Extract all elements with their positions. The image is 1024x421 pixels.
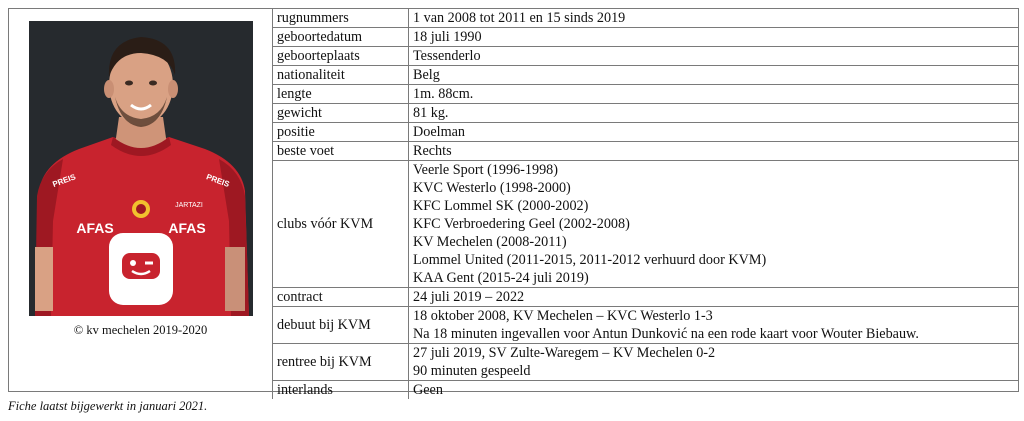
info-label: rugnummers bbox=[273, 9, 409, 28]
info-row bbox=[273, 142, 1019, 161]
info-value bbox=[409, 142, 1019, 161]
info-value-line: Tessenderlo bbox=[413, 48, 481, 64]
sleeve-text-left: PREIS bbox=[51, 172, 77, 189]
player-photo-illustration bbox=[29, 21, 253, 316]
sleeve-text-right: PREIS bbox=[205, 172, 231, 189]
info-value-line: KAA Gent (2015-24 juli 2019) bbox=[413, 270, 589, 286]
info-value bbox=[409, 381, 1019, 400]
info-value-line: Veerle Sport (1996-1998) bbox=[413, 162, 558, 178]
info-value-line: KV Mechelen (2008-2011) bbox=[413, 234, 567, 250]
info-row bbox=[273, 288, 1019, 307]
info-value bbox=[409, 104, 1019, 123]
info-label: clubs vóór KVM bbox=[273, 161, 409, 288]
info-label: contract bbox=[273, 288, 409, 307]
info-value-line: 24 juli 2019 – 2022 bbox=[413, 289, 525, 305]
info-value-line: 81 kg. bbox=[413, 105, 449, 121]
info-row bbox=[273, 9, 1019, 28]
info-value-line: Rechts bbox=[413, 143, 452, 159]
info-value-line: KFC Verbroedering Geel (2002-2008) bbox=[413, 216, 630, 232]
info-value bbox=[409, 288, 1019, 307]
info-label: interlands bbox=[273, 381, 409, 400]
info-value-line: 90 minuten gespeeld bbox=[413, 363, 531, 379]
info-row bbox=[273, 66, 1019, 85]
info-row bbox=[273, 28, 1019, 47]
info-value-line: KFC Lommel SK (2000-2002) bbox=[413, 198, 589, 214]
info-row bbox=[273, 381, 1019, 400]
info-value bbox=[409, 47, 1019, 66]
info-value-line: 27 juli 2019, SV Zulte-Waregem – KV Mechelen 0-2 bbox=[413, 345, 716, 361]
info-label: geboorteplaats bbox=[273, 47, 409, 66]
info-row bbox=[273, 104, 1019, 123]
info-label: gewicht bbox=[273, 104, 409, 123]
info-label: lengte bbox=[273, 85, 409, 104]
info-value bbox=[409, 9, 1019, 28]
player-fiche-frame bbox=[8, 8, 1019, 398]
shirt-sponsor-left: AFAS bbox=[76, 220, 114, 236]
info-value-line: Na 18 minuten ingevallen voor Antun Dunković na een rode kaart voor Wouter Biebauw. bbox=[413, 326, 919, 342]
shirt-sponsor-right: AFAS bbox=[168, 220, 206, 236]
info-value-line: 18 juli 1990 bbox=[413, 29, 482, 45]
info-label: debuut bij KVM bbox=[273, 307, 409, 344]
info-value-line: KVC Westerlo (1998-2000) bbox=[413, 180, 571, 196]
info-value-line: 18 oktober 2008, KV Mechelen – KVC Westerlo 1-3 bbox=[413, 308, 713, 324]
info-value-line: 1 van 2008 tot 2011 en 15 sinds 2019 bbox=[413, 10, 626, 26]
info-label: beste voet bbox=[273, 142, 409, 161]
player-photo bbox=[29, 21, 253, 316]
player-info-table bbox=[272, 9, 1018, 399]
info-value-line: 1m. 88cm. bbox=[413, 86, 474, 102]
info-row bbox=[273, 161, 1019, 288]
info-value bbox=[409, 28, 1019, 47]
info-label: geboortedatum bbox=[273, 28, 409, 47]
player-info-body bbox=[273, 9, 1019, 399]
info-value bbox=[409, 307, 1019, 344]
photo-caption: © kv mechelen 2019-2020 bbox=[73, 323, 208, 337]
info-row bbox=[273, 307, 1019, 344]
info-value bbox=[409, 85, 1019, 104]
info-value bbox=[409, 123, 1019, 142]
info-row bbox=[273, 85, 1019, 104]
footnote: Fiche laatst bijgewerkt in januari 2021. bbox=[8, 399, 208, 413]
shirt-brand: JARTAZI bbox=[175, 202, 203, 209]
info-value-line: Lommel United (2011-2015, 2011-2012 verhuurd door KVM) bbox=[413, 252, 767, 268]
info-row bbox=[273, 344, 1019, 381]
info-row bbox=[273, 47, 1019, 66]
info-value-line: Belg bbox=[413, 67, 440, 83]
info-label: rentree bij KVM bbox=[273, 344, 409, 381]
info-value bbox=[409, 66, 1019, 85]
info-value bbox=[409, 161, 1019, 288]
info-value-line: Doelman bbox=[413, 124, 466, 140]
info-value bbox=[409, 344, 1019, 381]
photo-cell bbox=[9, 9, 273, 391]
info-label: positie bbox=[273, 123, 409, 142]
info-row bbox=[273, 123, 1019, 142]
info-label: nationaliteit bbox=[273, 66, 409, 85]
info-value-line: Geen bbox=[413, 382, 443, 398]
